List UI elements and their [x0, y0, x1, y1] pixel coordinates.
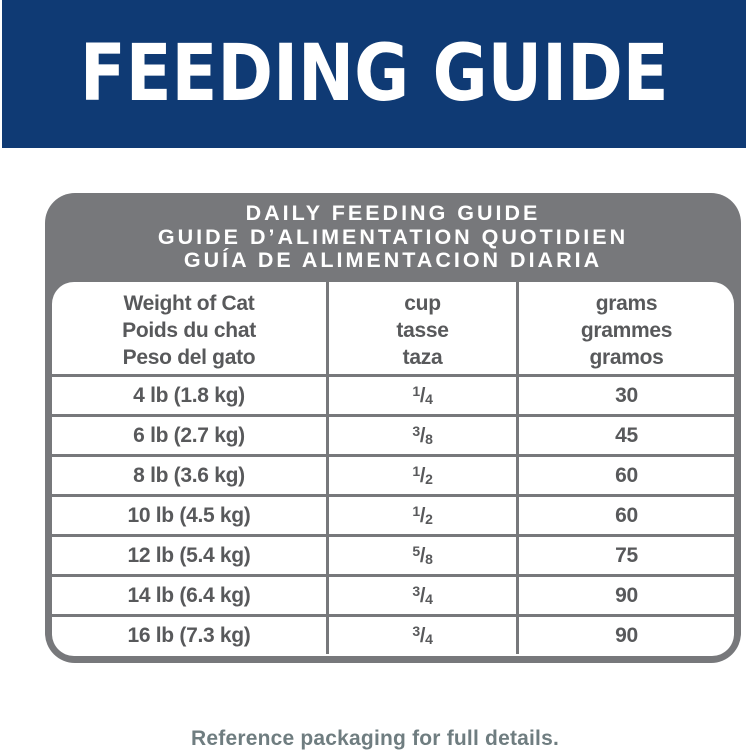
- cup-column-header: [326, 282, 516, 374]
- cup-fraction: $^5$/8: [412, 543, 433, 567]
- cup-fraction: $^1$/2: [412, 463, 433, 487]
- weight-header-es: Peso del gato: [122, 346, 256, 369]
- weight-cell: 14 lb (6.4 kg): [127, 584, 251, 607]
- daily-feeding-guide-card: [45, 193, 741, 663]
- weight-header-fr: Poids du chat: [122, 319, 256, 342]
- card-title-english: DAILY FEEDING GUIDE: [245, 201, 541, 225]
- cup-header-es: taza: [402, 346, 443, 369]
- cup-fraction: $^3$/4: [412, 623, 433, 647]
- weight-cell: 8 lb (3.6 kg): [133, 464, 245, 487]
- table-row: [52, 534, 734, 574]
- grams-cell: 30: [516, 377, 734, 414]
- table-row: [52, 454, 734, 494]
- table-row: [52, 374, 734, 414]
- table-row: [52, 414, 734, 454]
- grams-cell: 45: [516, 417, 734, 454]
- weight-cell: 12 lb (5.4 kg): [127, 544, 251, 567]
- feeding-table: [52, 282, 734, 656]
- cup-cell: [326, 537, 516, 574]
- cup-cell: [326, 577, 516, 614]
- cup-header-fr: tasse: [396, 319, 449, 342]
- grams-cell: 75: [516, 537, 734, 574]
- weight-cell: 4 lb (1.8 kg): [133, 384, 245, 407]
- cup-fraction: $^3$/4: [412, 583, 433, 607]
- cup-cell: [326, 617, 516, 654]
- table-header-row: [52, 282, 734, 374]
- table-row: [52, 614, 734, 654]
- cup-header-en: cup: [404, 292, 441, 315]
- grams-header-en: grams: [595, 292, 658, 315]
- cup-fraction: $^1$/4: [412, 383, 433, 407]
- cup-cell: [326, 377, 516, 414]
- table-row: [52, 494, 734, 534]
- cup-cell: [326, 497, 516, 534]
- card-title: [45, 202, 741, 273]
- grams-cell: 90: [516, 617, 734, 654]
- feeding-guide-banner: [2, 0, 746, 148]
- weight-cell: 16 lb (7.3 kg): [127, 624, 251, 647]
- weight-header-en: Weight of Cat: [123, 292, 255, 315]
- grams-header-es: gramos: [589, 346, 664, 369]
- table-row: [52, 574, 734, 614]
- footer-note: Reference packaging for full details.: [191, 727, 559, 750]
- cup-fraction: $^1$/2: [412, 503, 433, 527]
- weight-cell: 10 lb (4.5 kg): [127, 504, 251, 527]
- grams-cell: 60: [516, 497, 734, 534]
- banner-title: FEEDING GUIDE: [79, 29, 669, 119]
- grams-column-header: [516, 282, 734, 374]
- weight-cell: 6 lb (2.7 kg): [133, 424, 245, 447]
- card-title-french: GUIDE D’ALIMENTATION QUOTIDIEN: [157, 224, 629, 249]
- cup-fraction: $^3$/8: [412, 423, 433, 447]
- card-title-spanish: GUÍA DE ALIMENTACION DIARIA: [183, 248, 603, 272]
- cup-cell: [326, 417, 516, 454]
- cup-cell: [326, 457, 516, 494]
- grams-header-fr: grammes: [580, 319, 673, 342]
- grams-cell: 90: [516, 577, 734, 614]
- weight-column-header: [52, 282, 326, 374]
- grams-cell: 60: [516, 457, 734, 494]
- table-body: [52, 374, 734, 654]
